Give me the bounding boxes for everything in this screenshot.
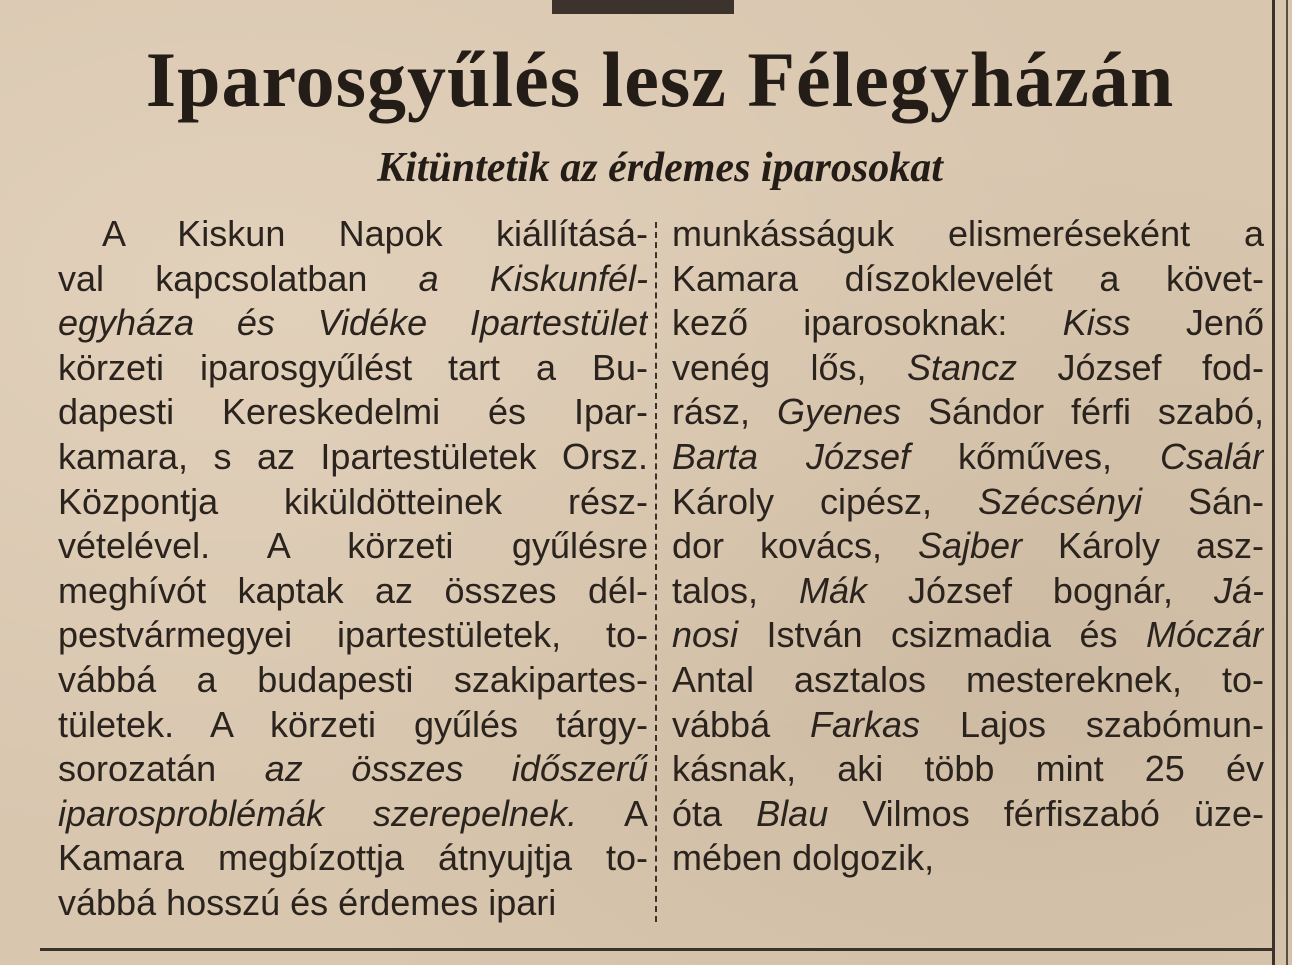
text-line (58, 301, 648, 346)
text-line (672, 301, 1264, 346)
text-segment: József bognár, (867, 569, 1214, 611)
right-edge-rule (1286, 0, 1288, 965)
text-segment: Károly cipész, (672, 480, 978, 522)
text-line (672, 435, 1264, 480)
text-line (58, 212, 648, 257)
text-segment: sorozatán (58, 748, 265, 790)
italic-text: Blau (756, 792, 829, 834)
article-column-right (672, 212, 1264, 881)
text-segment: Kamara megbízottja átnyujtja to- (58, 837, 648, 879)
text-segment: vábbá a budapesti szakipartes- (58, 658, 648, 700)
italic-text: Farkas (810, 703, 921, 745)
italic-text: egyháza és Vidéke Ipartestület (58, 302, 648, 344)
italic-text: Já- (1213, 569, 1264, 611)
text-line (58, 613, 648, 658)
text-segment: körzeti iparosgyűlést tart a Bu- (58, 346, 648, 388)
text-segment: tületek. A körzeti gyűlés tárgy- (58, 703, 648, 745)
top-rule (552, 0, 734, 14)
text-segment: József fod- (1017, 346, 1264, 388)
text-segment: Károly asz- (1022, 525, 1264, 567)
text-line (672, 703, 1264, 748)
headline: Iparosgyűlés lesz Félegyházán (145, 36, 1175, 123)
italic-text: Mák (798, 569, 867, 611)
text-line (672, 480, 1264, 525)
italic-text: Szécsényi (977, 480, 1143, 522)
column-divider (655, 222, 657, 922)
text-segment: talos, (672, 569, 799, 611)
text-segment: venég lős, (672, 346, 907, 388)
italic-text: Gyenes (776, 391, 902, 433)
text-segment: kásnak, aki több mint 25 év (672, 748, 1264, 790)
bottom-rule (40, 948, 1272, 951)
text-line (672, 569, 1264, 614)
italic-text: Stancz (906, 346, 1018, 388)
text-line (58, 524, 648, 569)
text-segment: vételével. A körzeti gyűlésre (58, 525, 648, 567)
text-line (58, 480, 648, 525)
italic-text: Móczár (1145, 614, 1264, 656)
italic-text: Barta József (672, 435, 911, 477)
text-segment: Vilmos férfiszabó üze- (828, 792, 1264, 834)
text-segment: vábbá (672, 703, 810, 745)
text-line (672, 658, 1264, 703)
text-segment: dor kovács, (672, 525, 918, 567)
text-line (672, 390, 1264, 435)
italic-text: iparosproblémák szerepelnek. (58, 792, 578, 834)
text-segment: munkásságuk elismeréseként a (672, 213, 1264, 254)
text-segment: A (577, 792, 648, 834)
text-segment: István csizmadia és (738, 614, 1146, 656)
subheadline: Kitüntetik az érdemes iparosokat (377, 145, 943, 191)
article-column-left (58, 212, 648, 926)
text-segment: pestvármegyei ipartestületek, to- (58, 614, 648, 656)
italic-text: Sajber (917, 525, 1023, 567)
text-segment: val kapcsolatban (58, 257, 419, 299)
text-segment: Kamara díszoklevelét a követ- (672, 257, 1264, 299)
italic-text: a Kiskunfél- (418, 257, 648, 299)
italic-text: nosi (672, 614, 739, 656)
text-line (58, 836, 648, 881)
text-line (672, 792, 1264, 837)
text-segment: A Kiskun Napok kiállításá- (102, 213, 648, 254)
text-line (672, 346, 1264, 391)
right-column-rule (1272, 0, 1275, 965)
text-segment: mében dolgozik, (672, 837, 935, 879)
text-segment: óta (672, 792, 757, 834)
text-segment: Lajos szabómun- (920, 703, 1264, 745)
text-line (672, 747, 1264, 792)
text-segment: Sán- (1142, 480, 1264, 522)
text-line (58, 569, 648, 614)
text-segment: kamara, s az Ipartestületek Orsz. (58, 435, 648, 477)
text-segment: Antal asztalos mestereknek, to- (672, 658, 1264, 700)
text-segment: Jenő (1130, 302, 1264, 344)
italic-text: Kiss (1062, 302, 1131, 344)
italic-text: az összes időszerű (264, 748, 648, 790)
text-segment: rász, (672, 391, 777, 433)
text-line (58, 435, 648, 480)
text-segment: vábbá hosszú és érdemes ipari (58, 881, 557, 923)
italic-text: Csalár (1159, 435, 1264, 477)
text-line (58, 346, 648, 391)
text-segment: meghívót kaptak az összes dél- (58, 569, 648, 611)
text-segment: Sándor férfi szabó, (901, 391, 1264, 433)
text-line (672, 613, 1264, 658)
text-line (58, 390, 648, 435)
text-segment: kező iparosoknak: (672, 302, 1063, 344)
text-line (58, 703, 648, 748)
text-line (58, 792, 648, 837)
text-line (58, 881, 648, 926)
text-line (58, 658, 648, 703)
text-segment: Központja kiküldötteinek rész- (58, 480, 648, 522)
text-line (58, 747, 648, 792)
text-line (672, 836, 1264, 881)
text-line (672, 212, 1264, 257)
text-line (58, 257, 648, 302)
text-segment: dapesti Kereskedelmi és Ipar- (58, 391, 648, 433)
text-line (672, 257, 1264, 302)
text-segment: kőműves, (910, 435, 1160, 477)
text-line (672, 524, 1264, 569)
